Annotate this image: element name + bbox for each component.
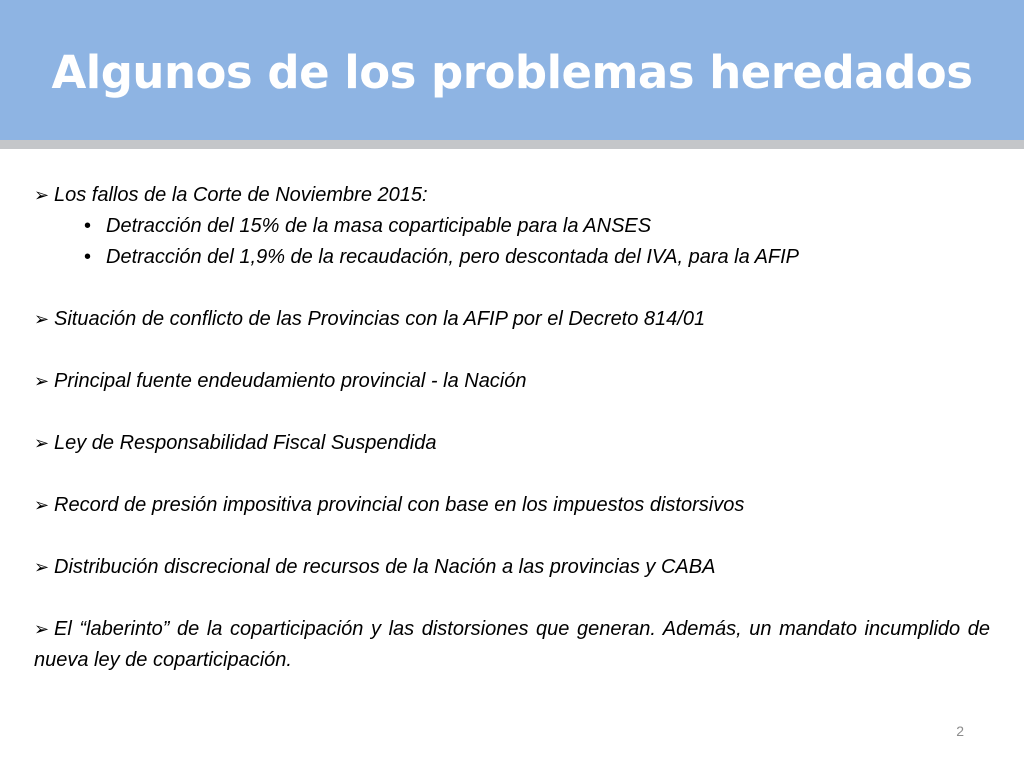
bullet-item: [34, 366, 990, 397]
dot-bullet-icon: •: [84, 246, 92, 268]
bullet-text: Los fallos de la Corte de Noviembre 2015:: [54, 184, 428, 206]
slide-title: Algunos de los problemas heredados: [51, 46, 973, 99]
arrowhead-bullet-icon: ➢: [34, 309, 50, 329]
arrowhead-bullet-icon: ➢: [34, 433, 50, 453]
bullet-item: [34, 614, 990, 676]
bullet-item: [34, 304, 990, 335]
sub-bullet-text: Detracción del 1,9% de la recaudación, pero descontada del IVA, para la AFIP: [106, 246, 800, 268]
arrowhead-bullet-icon: ➢: [34, 185, 50, 205]
bullet-item: [34, 552, 990, 583]
bullet-item: [34, 428, 990, 459]
bullet-text: Distribución discrecional de recursos de la Nación a las provincias y CABA: [54, 556, 716, 578]
arrowhead-bullet-icon: ➢: [34, 495, 50, 515]
arrowhead-bullet-icon: ➢: [34, 619, 50, 639]
slide-body: [34, 180, 990, 676]
bullet-text: Record de presión impositiva provincial con base en los impuestos distorsivos: [54, 494, 745, 516]
title-banner-divider: [0, 140, 1024, 149]
bullet-item: [34, 180, 990, 211]
arrowhead-bullet-icon: ➢: [34, 371, 50, 391]
sub-bullet-item: [34, 211, 990, 242]
page-number: 2: [956, 723, 964, 739]
bullet-text: Ley de Responsabilidad Fiscal Suspendida: [54, 432, 437, 454]
bullet-item: [34, 490, 990, 521]
arrowhead-bullet-icon: ➢: [34, 557, 50, 577]
bullet-text: El “laberinto” de la coparticipación y las distorsiones que generan. Además, un mandato incumplido de nueva ley de coparticipación.: [34, 618, 990, 671]
sub-bullet-item: [34, 242, 990, 273]
bullet-text: Principal fuente endeudamiento provincial - la Nación: [54, 370, 527, 392]
sub-bullet-text: Detracción del 15% de la masa coparticipable para la ANSES: [106, 215, 652, 237]
bullet-text: Situación de conflicto de las Provincias con la AFIP por el Decreto 814/01: [54, 308, 706, 330]
dot-bullet-icon: •: [84, 215, 92, 237]
